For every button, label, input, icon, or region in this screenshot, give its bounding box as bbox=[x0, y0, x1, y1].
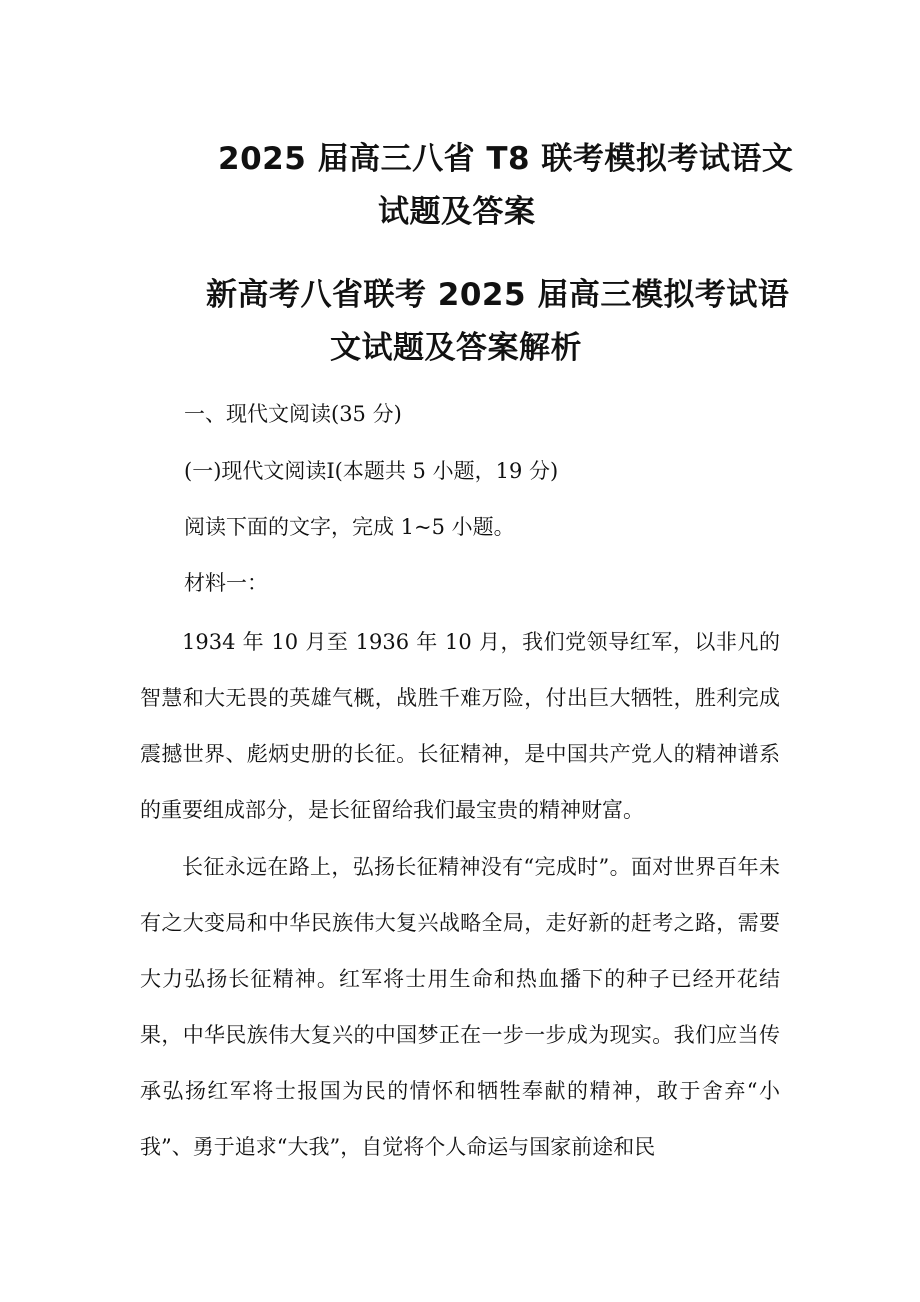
subsection-heading: (一)现代文阅读Ⅰ(本题共 5 小题，19 分) bbox=[184, 459, 559, 483]
paragraph-2: 长征永远在路上，弘扬长征精神没有“完成时”。面对世界百年未有之大变局和中华民族伟大复兴战略全局，走好新的赶考之路，需要大力弘扬长征精神。红军将士用生命和热血播下的种子已经开花结果，中华民族伟大复兴的中国梦正在一步一步成为现实。我们应当传承弘扬红军将士报国为民的情怀和牺牲奉献的精神，敢于舍弃“小我”、勇于追求“大我”，自觉将个人命运与国家前途和民 bbox=[140, 855, 780, 1159]
instruction-text: 阅读下面的文字，完成 1~5 小题。 bbox=[184, 515, 515, 539]
title-line-1: 2025 届高三八省 T8 联考模拟考试语文 bbox=[218, 141, 794, 177]
section-heading: 一、现代文阅读(35 分) bbox=[184, 402, 402, 426]
title-line-2: 试题及答案 bbox=[378, 194, 536, 230]
subtitle-line-1: 新高考八省联考 2025 届高三模拟考试语 bbox=[206, 277, 790, 313]
subtitle-line-2: 文试题及答案解析 bbox=[330, 330, 582, 366]
material-label: 材料一： bbox=[184, 571, 268, 595]
paragraph-1: 1934 年 10 月至 1936 年 10 月，我们党领导红军，以非凡的智慧和大无畏的英雄气概，战胜千难万险，付出巨大牺牲，胜利完成震撼世界、彪炳史册的长征。长征精神，是中国共产党人的精神谱系的重要组成部分，是长征留给我们最宝贵的精神财富。 bbox=[140, 630, 780, 822]
